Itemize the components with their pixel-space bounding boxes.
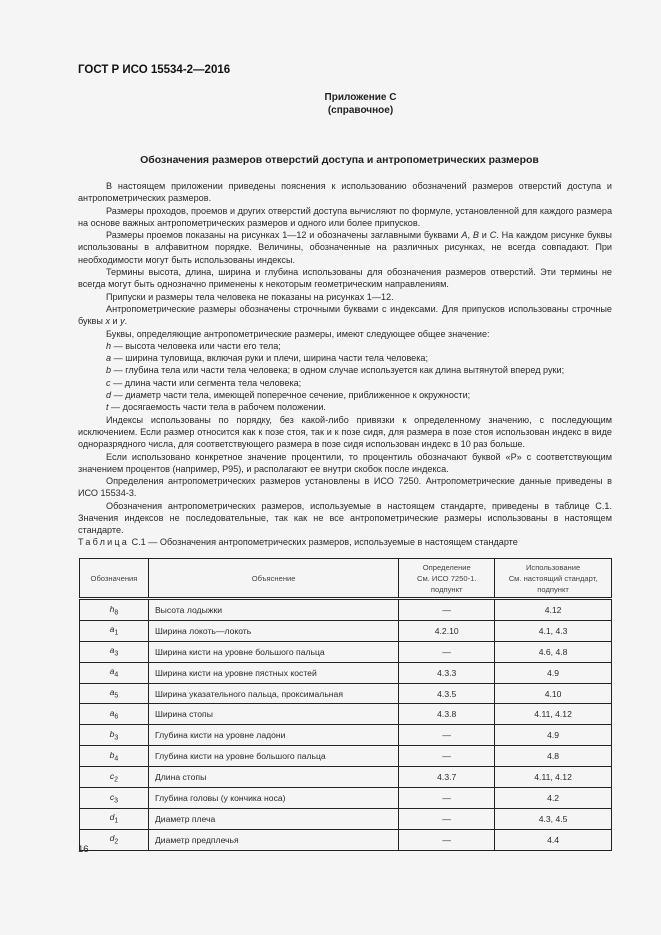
definition-cell: — xyxy=(399,788,495,809)
symbol-index: 4 xyxy=(114,671,119,679)
symbol-letter: a xyxy=(109,687,115,698)
definition-cell: — xyxy=(399,808,495,829)
paragraph: Если использовано конкретное значение процентили, то процентиль обозначают буквой «P» с соответствующим значением процентов (например, P95), и располагают ее внутри скобок после индекса. xyxy=(78,451,612,474)
explanation-cell: Глубина кисти на уровне ладони xyxy=(148,725,398,746)
definition-cell: — xyxy=(399,746,495,767)
usage-cell: 4.1, 4.3 xyxy=(495,620,612,641)
table-row xyxy=(80,746,612,767)
text-span: , xyxy=(467,230,473,241)
italic-letter: t xyxy=(106,402,109,413)
italic-letter: d xyxy=(106,390,112,401)
italic-letter: B xyxy=(472,230,479,241)
letter-definition xyxy=(78,377,612,389)
header-explanation: Объяснение xyxy=(148,559,398,599)
text-span: и xyxy=(109,316,121,327)
symbol-letter: a xyxy=(109,708,115,719)
symbol-cell xyxy=(80,788,149,809)
symbol-index: 3 xyxy=(114,797,119,805)
table-row xyxy=(80,704,612,725)
header-line: Определение xyxy=(422,562,471,572)
symbol-letter: a xyxy=(109,666,115,677)
symbol-cell xyxy=(80,767,149,788)
letter-definition xyxy=(78,340,612,352)
symbol-index: 6 xyxy=(114,713,119,721)
paragraph: Припуски и размеры тела человека не показаны на рисунках 1—12. xyxy=(106,291,394,302)
symbol-cell xyxy=(80,829,149,850)
definition-cell: — xyxy=(399,725,495,746)
italic-letter: x xyxy=(105,316,110,327)
page-number: 16 xyxy=(78,844,89,855)
text-span: . xyxy=(124,316,128,327)
definition-cell: — xyxy=(399,829,495,850)
usage-cell: 4.9 xyxy=(495,725,612,746)
symbol-index: 2 xyxy=(114,839,119,847)
symbol-cell xyxy=(80,725,149,746)
table-row xyxy=(80,599,612,621)
body-text xyxy=(78,180,612,537)
italic-letter: A xyxy=(461,230,468,241)
symbol-cell xyxy=(80,641,149,662)
symbol-index: 5 xyxy=(114,692,119,700)
symbol-letter: c xyxy=(109,770,115,781)
header-symbol: Обозначения xyxy=(80,559,149,599)
paragraph: В настоящем приложении приведены пояснения к использованию обозначений размеров отверстий доступа и антропометрических размеров. xyxy=(78,181,612,204)
italic-letter: c xyxy=(106,377,111,388)
usage-cell: 4.4 xyxy=(495,829,612,850)
definition-cell: 4.3.3 xyxy=(399,662,495,683)
table-row xyxy=(80,662,612,683)
italic-letter: C xyxy=(489,230,497,241)
symbol-index: 3 xyxy=(114,651,119,659)
italic-letter: h xyxy=(106,340,112,351)
section-title: Обозначения размеров отверстий доступа и антропометрических размеров xyxy=(140,154,539,166)
header-line: Использование xyxy=(525,562,581,572)
paragraph: Индексы использованы по порядку, без какой-либо привязки к определенному значению, с последующим исключением. Если размер относится как к позе стоя, так и к позе сидя, для размера в позе стоя использован индекс в виде одноразрядного числа, для соответствующего размера в позе сидя использован индекс в 10 раз больше. xyxy=(78,414,612,450)
table-caption xyxy=(78,537,518,547)
symbol-cell xyxy=(80,808,149,829)
appendix-title: Приложение C xyxy=(324,92,397,103)
text-span: — досягаемость части тела в рабочем положении. xyxy=(108,402,326,413)
symbol-index: 3 xyxy=(114,734,119,742)
definition-cell: 4.3.7 xyxy=(399,767,495,788)
table-row xyxy=(80,767,612,788)
table-row xyxy=(80,620,612,641)
italic-letter: b xyxy=(106,365,112,376)
symbol-letter: b xyxy=(109,728,115,739)
usage-cell: 4.6, 4.8 xyxy=(495,641,612,662)
explanation-cell: Высота лодыжки xyxy=(148,599,398,621)
text-span: . На каждом рисунке буквы использованы в алфавитном порядке. Величины, обозначенные на различных рисунках, не всегда совпадают. При необходимости могут быть использованы индексы. xyxy=(78,230,612,265)
symbol-letter: d xyxy=(109,812,115,823)
usage-cell: 4.2 xyxy=(495,788,612,809)
appendix-heading xyxy=(0,91,661,117)
symbol-cell xyxy=(80,683,149,704)
text-span: — высота человека или части его тела; xyxy=(111,340,281,351)
letter-definition xyxy=(78,401,612,413)
symbol-index: 8 xyxy=(114,609,119,617)
text-span: и xyxy=(478,230,490,241)
header-line: подпункт xyxy=(430,584,463,594)
paragraph: Обозначения антропометрических размеров, используемые в настоящем стандарте, приведены в таблице C.1. Значения индексов не последовательные, так как не все антропометрические размеры использованы в настоящем стандарте. xyxy=(78,500,612,536)
explanation-cell: Глубина кисти на уровне большого пальца xyxy=(148,746,398,767)
letter-definition xyxy=(78,364,612,376)
symbol-letter: b xyxy=(109,749,115,760)
table-row xyxy=(80,788,612,809)
table-row xyxy=(80,683,612,704)
text-span: Антропометрические размеры обозначены строчными буквами с индексами. Для припусков использованы строчные буквы xyxy=(78,303,612,327)
table-caption-label: Таблица xyxy=(78,537,130,547)
usage-cell: 4.9 xyxy=(495,662,612,683)
symbol-letter: c xyxy=(109,791,115,802)
definition-cell: 4.2.10 xyxy=(399,620,495,641)
definition-cell: — xyxy=(399,641,495,662)
table-caption-text: C.1 — Обозначения антропометрических размеров, используемые в настоящем стандарте xyxy=(129,537,518,547)
paragraph xyxy=(78,303,612,328)
paragraph: Определения антропометрических размеров установлены в ИСО 7250. Антропометрические данные приведены в ИСО 15534-3. xyxy=(78,476,612,499)
explanation-cell: Ширина локоть—локоть xyxy=(148,620,398,641)
text-span: — глубина тела или части тела человека; в одном случае используется как длина вытянутой вперед руки; xyxy=(111,365,565,376)
symbol-letter: a xyxy=(109,624,115,635)
text-span: Размеры проемов показаны на рисунках 1—12 и обозначены заглавными буквами xyxy=(106,230,462,241)
symbol-letter: a xyxy=(109,645,115,656)
text-span: — ширина туловища, включая руки и плечи, ширина части тела человека; xyxy=(111,353,428,364)
header-line: См. ИСО 7250-1. xyxy=(416,573,477,583)
definition-cell: 4.3.5 xyxy=(399,683,495,704)
symbol-index: 1 xyxy=(114,630,119,638)
explanation-cell: Ширина кисти на уровне большого пальца xyxy=(148,641,398,662)
table-row xyxy=(80,808,612,829)
usage-cell: 4.10 xyxy=(495,683,612,704)
symbol-letter: d xyxy=(109,833,115,844)
paragraph: Буквы, определяющие антропометрические размеры, имеют следующее общее значение: xyxy=(106,328,490,339)
explanation-cell: Ширина стопы xyxy=(148,704,398,725)
text-span: — длина части или сегмента тела человека; xyxy=(110,377,302,388)
table-row xyxy=(80,641,612,662)
definition-cell: — xyxy=(399,599,495,621)
italic-letter: y xyxy=(120,316,125,327)
dimensions-table xyxy=(79,558,612,851)
document-id: ГОСТ Р ИСО 15534-2—2016 xyxy=(78,64,231,76)
symbol-index: 1 xyxy=(114,818,119,826)
symbol-cell xyxy=(80,620,149,641)
explanation-cell: Глубина головы (у кончика носа) xyxy=(148,788,398,809)
text-span: — диаметр части тела, имеющей поперечное сечение, приближенное к окружности; xyxy=(111,390,471,401)
symbol-cell xyxy=(80,746,149,767)
letter-definition xyxy=(78,352,612,364)
italic-letter: a xyxy=(106,353,112,364)
symbol-index: 4 xyxy=(114,755,119,763)
explanation-cell: Диаметр предплечья xyxy=(148,829,398,850)
usage-cell: 4.3, 4.5 xyxy=(495,808,612,829)
explanation-cell: Длина стопы xyxy=(148,767,398,788)
appendix-subtitle: (справочное) xyxy=(327,105,394,116)
symbol-index: 2 xyxy=(114,776,119,784)
header-line: подпункт xyxy=(537,584,569,594)
paragraph xyxy=(78,229,612,266)
header-usage xyxy=(495,559,612,599)
definition-cell: 4.3.8 xyxy=(399,704,495,725)
explanation-cell: Ширина указательного пальца, проксимальная xyxy=(148,683,398,704)
usage-cell: 4.11, 4.12 xyxy=(495,767,612,788)
paragraph: Размеры проходов, проемов и других отверстий доступа вычисляют по формуле, установленной для каждого размера на основе важных антропометрических размеров и одного или более припусков. xyxy=(78,205,612,228)
symbol-cell xyxy=(80,599,149,621)
paragraph: Термины высота, длина, ширина и глубина использованы для обозначения размеров отверстий. Эти термины не всегда могут быть однозначно применены к некоторым геометрическим направлениям. xyxy=(78,267,612,290)
explanation-cell: Ширина кисти на уровне пястных костей xyxy=(148,662,398,683)
symbol-cell xyxy=(80,704,149,725)
usage-cell: 4.11, 4.12 xyxy=(495,704,612,725)
usage-cell: 4.12 xyxy=(495,599,612,621)
usage-cell: 4.8 xyxy=(495,746,612,767)
table-row xyxy=(80,829,612,850)
symbol-letter: h xyxy=(109,603,115,614)
header-line: См. настоящий стандарт, xyxy=(508,573,598,583)
explanation-cell: Диаметр плеча xyxy=(148,808,398,829)
table-row xyxy=(80,725,612,746)
letter-definition xyxy=(78,389,612,401)
table-header-row xyxy=(80,559,612,599)
header-definition xyxy=(399,559,495,599)
symbol-cell xyxy=(80,662,149,683)
